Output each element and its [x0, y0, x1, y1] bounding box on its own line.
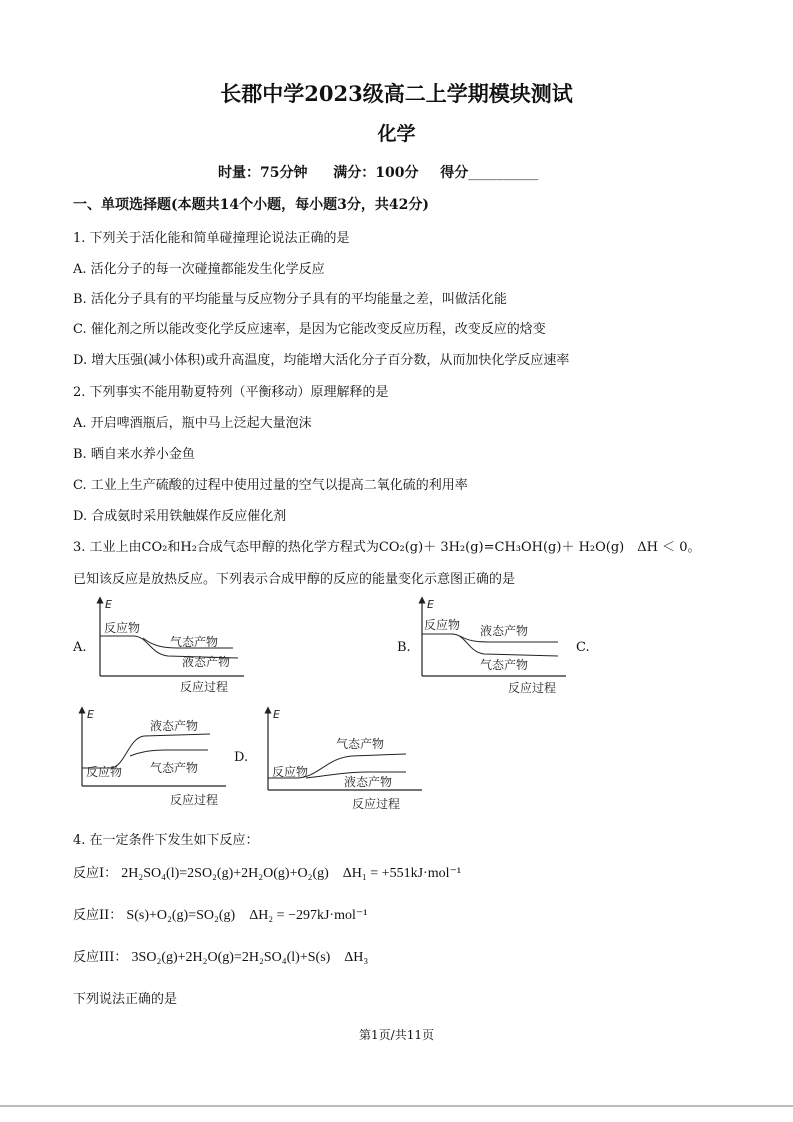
diagram-a-liquid-label: 液态产物 [182, 655, 231, 669]
q2-option-a: A. 开启啤酒瓶后，瓶中马上泛起大量泡沫 [73, 416, 312, 431]
score-label: 满分：100分 [333, 165, 419, 181]
score-blank: __________ [468, 165, 539, 181]
diagram-d-liquid-label: 液态产物 [344, 775, 393, 789]
q3-stem-2: 已知该反应是放热反应。下列表示合成甲醇的反应的能量变化示意图正确的是 [73, 572, 516, 587]
q4-reaction-3 [73, 946, 368, 966]
q3-option-b-label: B. [397, 640, 411, 655]
q1-option-d: D. 增大压强(减小体积)或升高温度，均能增大活化分子百分数，从而加快化学反应速率 [73, 353, 570, 368]
diagram-d-x-label: 反应过程 [352, 797, 401, 811]
diagram-c-gas-curve [130, 750, 208, 756]
diagram-c-reactant-label: 反应物 [86, 765, 123, 779]
diagram-b [410, 596, 570, 696]
diagram-b-x-label: 反应过程 [508, 681, 557, 695]
q4-r2-equation: S(s)+O₂(g)=SO₂(g) ΔH₂ = −297kJ·mol⁻¹ [126, 908, 368, 923]
q2-option-d: D. 合成氨时采用铁触媒作反应催化剂 [73, 509, 287, 524]
q1-option-a: A. 活化分子的每一次碰撞都能发生化学反应 [73, 262, 325, 277]
bottom-rule [0, 1105, 793, 1107]
diagram-b-gas-label: 气态产物 [480, 658, 529, 672]
q3-option-c-label: C. [576, 640, 590, 655]
diagram-d [256, 706, 426, 814]
q4-tail: 下列说法正确的是 [73, 992, 178, 1007]
q4-r1-equation: 2H₂SO₄(l)=2SO₂(g)+2H₂O(g)+O₂(g) ΔH₁ = +551kJ·mol⁻¹ [121, 866, 462, 881]
diagram-b-e-label: E [427, 598, 434, 611]
diagram-a-gas-label: 气态产物 [170, 635, 219, 649]
diagram-c-gas-label: 气态产物 [150, 761, 199, 775]
q1-stem: 1. 下列关于活化能和简单碰撞理论说法正确的是 [73, 231, 350, 246]
subject-title: 化学 [377, 123, 416, 145]
q3-stem: 3. 工业上由CO₂和H₂合成气态甲醇的热化学方程式为CO₂(g)＋ 3H₂(g)=CH₃OH(g)＋ H₂O(g) ΔH ＜ 0。 [73, 540, 701, 555]
diagram-a-e-label: E [105, 598, 112, 611]
q4-r2-label: 反应II： [73, 908, 123, 923]
q3-option-d-label: D. [234, 750, 249, 765]
q2-stem: 2. 下列事实不能用勒夏特列（平衡移动）原理解释的是 [73, 385, 389, 400]
exam-info [218, 162, 538, 182]
diagram-a [88, 596, 248, 696]
q4-stem: 4. 在一定条件下发生如下反应： [73, 833, 259, 848]
diagram-d-gas-label: 气态产物 [336, 737, 385, 751]
exam-title: 长郡中学2023级高二上学期模块测试 [220, 81, 573, 106]
diagram-b-liquid-label: 液态产物 [480, 624, 529, 638]
q4-r3-equation: 3SO₂(g)+2H₂O(g)=2H₂SO₄(l)+S(s) ΔH₃ [131, 950, 369, 965]
q4-reaction-1 [73, 862, 461, 882]
q1-option-b: B. 活化分子具有的平均能量与反应物分子具有的平均能量之差，叫做活化能 [73, 292, 507, 307]
section-heading: 一、单项选择题(本题共14个小题，每小题3分，共42分) [73, 197, 429, 213]
q2-option-c: C. 工业上生产硫酸的过程中使用过量的空气以提高二氧化硫的利用率 [73, 478, 468, 493]
diagram-c-x-label: 反应过程 [170, 793, 219, 807]
q1-option-c: C. 催化剂之所以能改变化学反应速率，是因为它能改变反应历程，改变反应的焓变 [73, 322, 546, 337]
diagram-c [70, 706, 230, 810]
diagram-c-e-label: E [87, 708, 94, 721]
q4-r1-label: 反应I： [73, 866, 118, 881]
time-label: 时量：75分钟 [218, 165, 308, 181]
diagram-b-reactant-label: 反应物 [424, 618, 461, 632]
get-score-label: 得分 [440, 165, 469, 181]
diagram-d-e-label: E [273, 708, 280, 721]
page-number: 第1页/共11页 [359, 1028, 434, 1042]
diagram-a-reactant-label: 反应物 [104, 621, 141, 635]
diagram-d-reactant-label: 反应物 [272, 765, 309, 779]
diagram-a-x-label: 反应过程 [180, 680, 229, 694]
q4-reaction-2 [73, 904, 367, 924]
q2-option-b: B. 晒自来水养小金鱼 [73, 447, 195, 462]
diagram-c-liquid-label: 液态产物 [150, 719, 199, 733]
q3-option-a-label: A. [73, 640, 87, 655]
q4-r3-label: 反应III： [73, 950, 128, 965]
